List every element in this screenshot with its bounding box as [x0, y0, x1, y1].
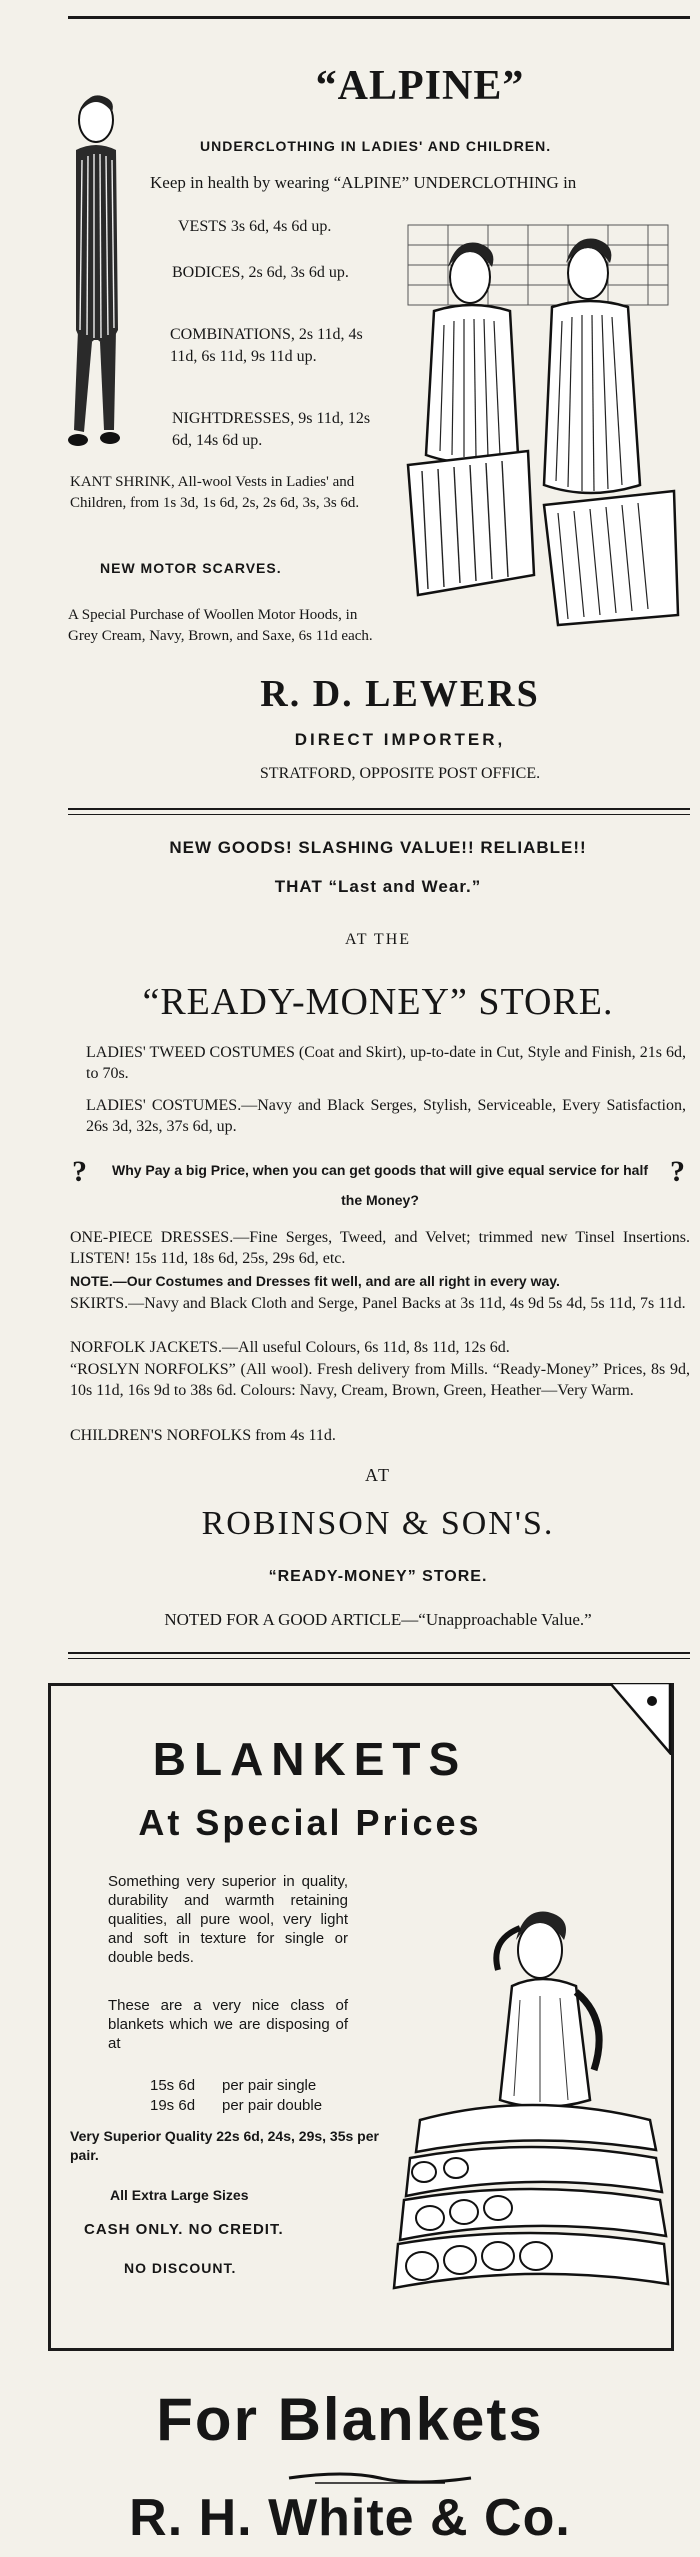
ready-money-store-short: “READY-MONEY” STORE. [268, 1568, 488, 1585]
blankets-price-single: 15s 6d [150, 2077, 196, 2094]
blankets-for-label: For Blankets [156, 2386, 544, 2453]
alpine-combinations: COMBINATIONS, 2s 11d, 4s 11d, 6s 11d, 9s 11d up. [170, 326, 363, 365]
ready-money-serge-costumes: LADIES' COSTUMES.—Navy and Black Serges, Stylish, Serviceable, Every Satisfaction, 26s 3d, 32s, 37s 6d, up. [86, 1097, 686, 1135]
alpine-intro: Keep in health by wearing “ALPINE” UNDERCLOTHING in [150, 173, 577, 192]
alpine-subtitle: UNDERCLOTHING IN LADIES' AND CHILDREN. [200, 138, 552, 154]
alpine-advertisement [0, 20, 700, 780]
ready-money-skirts: SKIRTS.—Navy and Black Cloth and Serge, Panel Backs at 3s 11d, 4s 9d 5s 4d, 5s 11d, 7s 11d. [70, 1295, 686, 1312]
ladies-underclothing-illustration [388, 215, 688, 635]
alpine-motor-scarves: NEW MOTOR SCARVES. [100, 560, 282, 576]
ready-money-childrens-norfolks: CHILDREN'S NORFOLKS from 4s 11d. [70, 1427, 336, 1444]
alpine-merchant-address: STRATFORD, OPPOSITE POST OFFICE. [259, 765, 541, 782]
ready-money-at: AT [365, 1465, 391, 1485]
ready-money-question: Why Pay a big Price, when you can get goods that will give equal service for half the Money? [111, 1162, 649, 1208]
alpine-vests: VESTS 3s 6d, 4s 6d up. [178, 218, 332, 235]
blankets-price-double: 19s 6d [150, 2097, 196, 2114]
alpine-merchant-name: R. D. LEWERS [260, 673, 540, 715]
blankets-subtitle: At Special Prices [138, 1802, 482, 1843]
ready-money-dresses: ONE-PIECE DRESSES.—Fine Serges, Tweed, and Velvet; trimmed new Tinsel Insertions. LISTEN! 15s 11d, 18s 6d, 25s, 29s 6d, etc. [70, 1229, 690, 1267]
woman-on-blankets-illustration [380, 1900, 670, 2320]
folded-corner-icon [610, 1683, 674, 1755]
ready-money-merchant-name: ROBINSON & SON'S. [201, 1505, 555, 1542]
ready-money-norfolk-jackets: NORFOLK JACKETS.—All useful Colours, 6s 11d, 8s 11d, 12s 6d. [70, 1339, 510, 1356]
ready-money-bottom-rule [68, 1652, 690, 1654]
blankets-terms: CASH ONLY. NO CREDIT. [84, 2221, 284, 2238]
alpine-nightdresses: NIGHTDRESSES, 9s 11d, 12s 6d, 14s 6d up. [172, 410, 371, 449]
blankets-merchant-name: R. H. White & Co. [129, 2489, 571, 2547]
blankets-advertisement [0, 1660, 700, 2557]
alpine-merchant-role: DIRECT IMPORTER, [294, 730, 506, 749]
blankets-sizes: All Extra Large Sizes [110, 2187, 249, 2203]
alpine-motor-hoods: A Special Purchase of Woollen Motor Hoods, in Grey Cream, Navy, Brown, and Saxe, 6s 11d each. [68, 607, 373, 644]
blankets-superior-quality: Very Superior Quality 22s 6d, 24s, 29s, 35s per pair. [70, 2128, 379, 2163]
question-mark-left-icon: ? [72, 1155, 87, 1188]
blankets-description: Something very superior in quality, durability and warmth retaining qualities, all pure wool, very light and soft in texture for single or double beds. [108, 1873, 348, 1966]
alpine-bottom-rule [68, 808, 690, 810]
blankets-no-discount: NO DISCOUNT. [124, 2260, 237, 2276]
ready-money-roslyn-norfolks: “ROSLYN NORFOLKS” (All wool). Fresh delivery from Mills. “Ready-Money” Prices, 8s 9d, 10s 11d, 16s 9d to 38s 6d. Colours: Navy, Cream, Brown, Green, Heather—Very Warm. [70, 1361, 690, 1399]
blankets-price-single-label: per pair single [222, 2077, 317, 2094]
woman-in-combinations-illustration [58, 90, 128, 470]
ready-money-tagline: THAT “Last and Wear.” [274, 877, 482, 896]
ready-money-noted: NOTED FOR A GOOD ARTICLE—“Unapproachable Value.” [164, 1610, 592, 1629]
top-rule [68, 16, 690, 19]
ready-money-banner: NEW GOODS! SLASHING VALUE!! RELIABLE!! [169, 838, 587, 857]
alpine-kant-shrink: KANT SHRINK, All-wool Vests in Ladies' and Children, from 1s 3d, 1s 6d, 2s, 2s 6d, 3s, 3s 6d. [70, 474, 360, 511]
blankets-disposal-note: These are a very nice class of blankets which we are disposing of at [108, 1997, 348, 2052]
question-mark-right-icon: ? [670, 1155, 685, 1188]
ready-money-store-title: “READY-MONEY” STORE. [142, 981, 614, 1023]
blankets-title: BLANKETS [152, 1733, 468, 1785]
decorative-flourish [285, 2468, 475, 2488]
ready-money-at-the: AT THE [344, 931, 412, 948]
alpine-bodices: BODICES, 2s 6d, 3s 6d up. [172, 264, 349, 281]
ready-money-note: NOTE.—Our Costumes and Dresses fit well, and are all right in every way. [70, 1273, 560, 1289]
ready-money-tweed-costumes: LADIES' TWEED COSTUMES (Coat and Skirt), up-to-date in Cut, Style and Finish, 21s 6d, to 70s. [86, 1044, 686, 1082]
alpine-title: “ALPINE” [315, 63, 525, 109]
blankets-price-double-label: per pair double [222, 2097, 323, 2114]
ready-money-advertisement [0, 815, 700, 1645]
